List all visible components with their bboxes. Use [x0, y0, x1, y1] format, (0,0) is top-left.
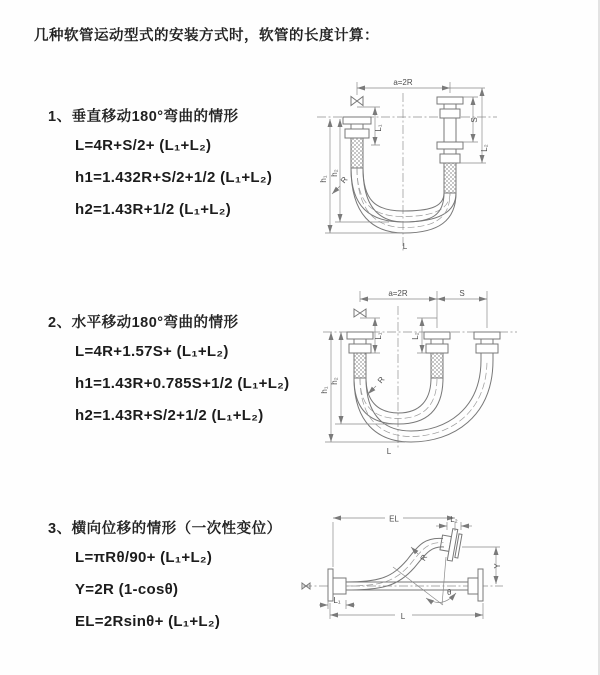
section-1-heading: 1、垂直移动180°弯曲的情形	[48, 109, 239, 125]
dim-label-h1: h₁	[319, 175, 328, 183]
section-lateral-displacement	[48, 516, 282, 638]
left-end-fitting	[347, 332, 373, 378]
formula-el: EL=2Rsinθ+ (L₁+L₂)	[75, 613, 221, 630]
dim-label-l2: L₂	[411, 332, 420, 340]
diagram-horizontal-180-bend	[285, 282, 600, 457]
dim-label-a2r: a=2R	[388, 289, 408, 298]
formula-h2: h2=1.43R+S/2+1/2 (L₁+L₂)	[75, 407, 264, 424]
radius-label: R	[418, 552, 430, 563]
dim-label-l2: L₂	[480, 144, 489, 152]
formula-h1: h1=1.432R+S/2+1/2 (L₁+L₂)	[75, 169, 273, 186]
braided-hose-end	[351, 138, 363, 168]
section-vertical-movement	[48, 104, 272, 226]
dim-label-y: Y	[493, 563, 502, 569]
formula-l: L=πRθ/90+ (L₁+L₂)	[75, 549, 213, 566]
dim-label-l: L	[400, 612, 406, 621]
formula-h1: h1=1.43R+0.785S+1/2 (L₁+L₂)	[75, 375, 290, 392]
braided-hose-end	[354, 353, 366, 378]
displaced-end-fitting	[474, 332, 500, 360]
formula-h2: h2=1.43R+1/2 (L₁+L₂)	[75, 201, 232, 218]
dim-label-l1: L₁	[333, 596, 341, 605]
section-2-heading: 2、水平移动180°弯曲的情形	[48, 315, 239, 331]
valve-icon	[354, 309, 366, 317]
dim-label-l2: L₂	[450, 515, 458, 524]
length-label: L	[402, 242, 408, 251]
hose-curves	[354, 360, 493, 442]
right-end-fitting	[437, 97, 463, 193]
braided-hose-end	[444, 163, 456, 193]
dim-label-l1: L₁	[374, 124, 383, 132]
radius-label: R	[375, 375, 387, 386]
valve-icon	[351, 97, 363, 106]
diagram-lateral-displacement	[295, 503, 600, 648]
formula-l: L=4R+1.57S+ (L₁+L₂)	[75, 343, 229, 360]
dim-label-l1: L₁	[374, 332, 383, 340]
right-end-fitting	[468, 569, 483, 601]
formula-l: L=4R+S/2+ (L₁+L₂)	[75, 137, 212, 154]
dim-label-h2: h₂	[330, 169, 339, 177]
angle-label: θ	[447, 588, 452, 597]
dim-label-el: EL	[389, 514, 399, 524]
radius-label: R	[338, 175, 350, 186]
dim-label-h1: h₁	[320, 386, 329, 394]
left-end-fitting	[343, 117, 371, 168]
hose-curves	[351, 168, 456, 233]
braided-hose-end	[431, 353, 443, 378]
formula-y: Y=2R (1-cosθ)	[75, 581, 179, 598]
diagram-vertical-180-bend	[285, 75, 595, 265]
dim-label-h2: h₂	[330, 377, 339, 385]
displaced-end-fitting	[438, 527, 462, 562]
length-label: L	[386, 447, 392, 456]
page-title: 几种软管运动型式的安装方式时，软管的长度计算：	[34, 28, 379, 44]
section-horizontal-movement	[48, 310, 289, 432]
middle-end-fitting	[424, 332, 450, 378]
section-3-heading: 3、横向位移的情形（一次性变位）	[48, 521, 282, 537]
dim-label-s: S	[470, 117, 479, 123]
dim-label-a2r: a=2R	[393, 78, 413, 87]
dim-label-s: S	[459, 289, 465, 298]
